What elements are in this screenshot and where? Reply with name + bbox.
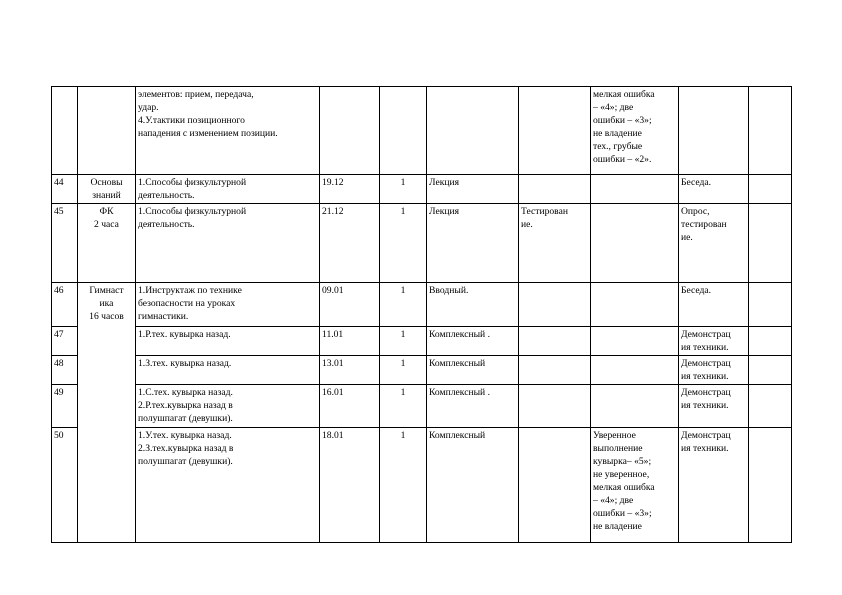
hours-cell: 1: [380, 283, 427, 327]
lesson-type-cell: Лекция: [427, 204, 519, 283]
lesson-number-cell: 49: [52, 385, 78, 428]
criteria-line: – «4»; две: [593, 102, 634, 113]
lesson-number-cell: 45: [52, 204, 78, 283]
lesson-number-cell: 48: [52, 356, 78, 385]
content-line: 1.С.тех. кувырка назад.: [138, 387, 233, 398]
content-line: 1.У.тех. кувырка назад.: [138, 430, 232, 441]
empty-cell: [749, 87, 792, 175]
content-line: полушпагат (девушки).: [138, 456, 233, 467]
content-line: безопасности на уроках: [138, 298, 236, 309]
method-cell: [679, 175, 749, 204]
lesson-number-cell: 50: [52, 428, 78, 543]
method-line: Демонстрац: [681, 358, 731, 369]
topic-line: 2 часа: [94, 219, 119, 230]
method-line: Беседа.: [681, 285, 712, 296]
topic-line: Основы: [90, 177, 123, 188]
hours-cell: 1: [380, 327, 427, 356]
topic-cell: [78, 175, 136, 204]
content-cell: [136, 385, 320, 428]
empty-cell: [749, 175, 792, 204]
method-cell: [679, 428, 749, 543]
method-line: ия техники.: [681, 342, 729, 353]
control-cell: [519, 385, 591, 428]
criteria-cell: [591, 204, 679, 283]
criteria-line: ошибки – «2».: [593, 154, 652, 165]
lesson-number-cell: 47: [52, 327, 78, 356]
content-cell: [136, 356, 320, 385]
empty-cell: [749, 283, 792, 327]
content-cell: [136, 283, 320, 327]
content-line: полушпагат (девушки).: [138, 413, 233, 424]
content-line: 1.Способы физкультурной: [138, 206, 247, 217]
content-cell: [136, 175, 320, 204]
criteria-cell: [591, 356, 679, 385]
criteria-cell: [591, 175, 679, 204]
content-cell: [136, 428, 320, 543]
method-line: ия техники.: [681, 371, 729, 382]
lesson-number-cell: [52, 87, 78, 175]
criteria-line: выполнение: [593, 443, 643, 454]
method-line: Опрос,: [681, 206, 710, 217]
criteria-line: тех., грубые: [593, 141, 643, 152]
table-row: [52, 356, 792, 385]
topic-cell: [78, 204, 136, 283]
table-row: [52, 204, 792, 283]
criteria-line: не уверенное,: [593, 469, 650, 480]
empty-cell: [749, 356, 792, 385]
lesson-plan-table: [51, 86, 792, 543]
control-cell: [519, 428, 591, 543]
topic-line: ФК: [99, 206, 114, 217]
control-cell: [519, 327, 591, 356]
control-cell: [519, 87, 591, 175]
method-cell: [679, 283, 749, 327]
content-line: деятельность.: [138, 219, 195, 230]
date-cell: 11.01: [320, 327, 380, 356]
table-row: [52, 428, 792, 543]
content-line: нападения с изменением позиции.: [138, 128, 278, 139]
content-line: 1.Инструктаж по технике: [138, 285, 242, 296]
content-line: 2.Р.тех.кувырка назад в: [138, 400, 233, 411]
criteria-cell: [591, 87, 679, 175]
content-line: 4.У.тактики позиционного: [138, 115, 245, 126]
control-cell: [519, 175, 591, 204]
control-cell: [519, 356, 591, 385]
hours-cell: [380, 87, 427, 175]
empty-cell: [749, 327, 792, 356]
criteria-line: ошибки – «3»;: [593, 508, 652, 519]
control-cell: [519, 204, 591, 283]
empty-cell: [749, 428, 792, 543]
hours-cell: 1: [380, 385, 427, 428]
topic-cell: [78, 87, 136, 175]
criteria-line: не владение: [593, 128, 642, 139]
hours-cell: 1: [380, 175, 427, 204]
lesson-type-cell: Лекция: [427, 175, 519, 204]
content-line: деятельность.: [138, 190, 195, 201]
content-line: 1.Р.тех. кувырка назад.: [138, 329, 231, 340]
criteria-line: Уверенное: [593, 430, 636, 441]
content-line: гимнастики.: [138, 311, 189, 322]
method-cell: [679, 87, 749, 175]
date-cell: 09.01: [320, 283, 380, 327]
content-cell: [136, 204, 320, 283]
topic-cell: [78, 283, 136, 543]
hours-cell: 1: [380, 204, 427, 283]
lesson-type-cell: [427, 87, 519, 175]
table-row: [52, 283, 792, 327]
lesson-type-cell: Комплексный .: [427, 327, 519, 356]
method-line: Демонстрац: [681, 387, 731, 398]
content-cell: [136, 327, 320, 356]
criteria-line: кувырка– «5»;: [593, 456, 652, 467]
lesson-type-cell: Комплексный .: [427, 385, 519, 428]
method-cell: [679, 327, 749, 356]
method-line: Беседа.: [681, 177, 712, 188]
content-line: удар.: [138, 102, 159, 113]
date-cell: 21.12: [320, 204, 380, 283]
date-cell: 18.01: [320, 428, 380, 543]
topic-line: ика: [99, 298, 114, 309]
content-line: 2.З.тех.кувырка назад в: [138, 443, 234, 454]
method-cell: [679, 385, 749, 428]
method-line: ие.: [681, 232, 693, 243]
criteria-line: не владение: [593, 521, 642, 532]
method-line: ия техники.: [681, 400, 729, 411]
content-line: 1.З.тех. кувырка назад.: [138, 358, 232, 369]
empty-cell: [749, 385, 792, 428]
hours-cell: 1: [380, 428, 427, 543]
criteria-line: – «4»; две: [593, 495, 634, 506]
criteria-cell: [591, 283, 679, 327]
criteria-line: мелкая ошибка: [593, 89, 655, 100]
content-line: элементов: прием, передача,: [138, 89, 254, 100]
method-line: Демонстрац: [681, 430, 731, 441]
lesson-type-cell: Комплексный: [427, 428, 519, 543]
criteria-line: мелкая ошибка: [593, 482, 655, 493]
criteria-cell: [591, 327, 679, 356]
lesson-number-cell: 44: [52, 175, 78, 204]
method-cell: [679, 356, 749, 385]
criteria-line: ошибки – «3»;: [593, 115, 652, 126]
date-cell: 16.01: [320, 385, 380, 428]
topic-line: знаний: [92, 190, 121, 201]
table-row: [52, 87, 792, 175]
method-line: Демонстрац: [681, 329, 731, 340]
topic-line: Гимнаст: [89, 285, 124, 296]
table-row: [52, 327, 792, 356]
content-line: 1.Способы физкультурной: [138, 177, 247, 188]
method-line: ия техники.: [681, 443, 729, 454]
lesson-type-cell: Вводный.: [427, 283, 519, 327]
control-line: ие.: [521, 219, 533, 230]
date-cell: 19.12: [320, 175, 380, 204]
topic-line: 16 часов: [89, 311, 124, 322]
empty-cell: [749, 204, 792, 283]
table-row: [52, 175, 792, 204]
method-line: тестирован: [681, 219, 727, 230]
hours-cell: 1: [380, 356, 427, 385]
table-row: [52, 385, 792, 428]
control-cell: [519, 283, 591, 327]
lesson-type-cell: Комплексный: [427, 356, 519, 385]
method-cell: [679, 204, 749, 283]
date-cell: [320, 87, 380, 175]
lesson-number-cell: 46: [52, 283, 78, 327]
criteria-cell: [591, 428, 679, 543]
control-line: Тестирован: [521, 206, 568, 217]
criteria-cell: [591, 385, 679, 428]
content-cell: [136, 87, 320, 175]
date-cell: 13.01: [320, 356, 380, 385]
